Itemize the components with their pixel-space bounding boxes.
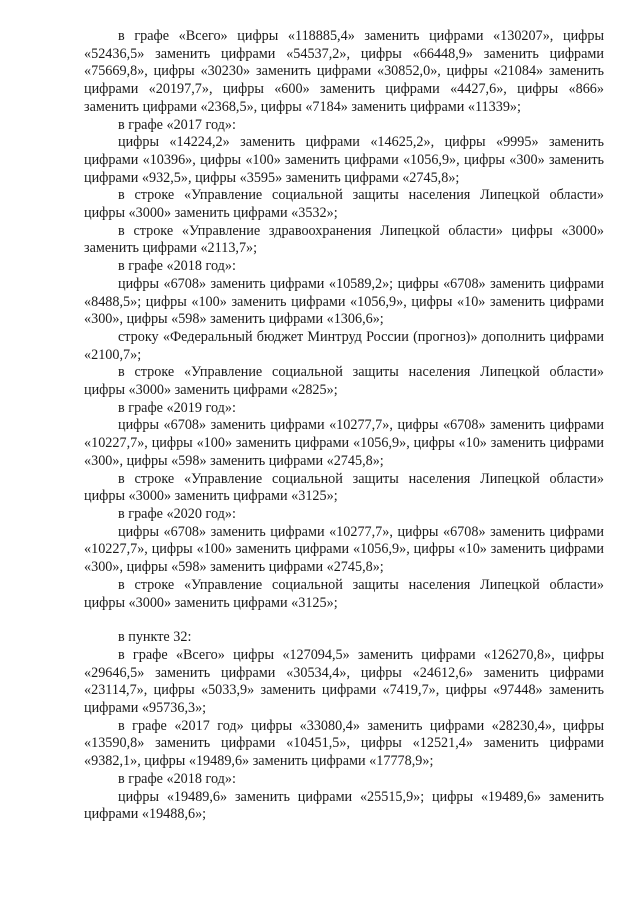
paragraph-2020-heading: в графе «2020 год»: [118,505,236,522]
paragraph-2019-changes: цифры «6708» заменить цифрами «10277,7», цифры «6708» заменить цифрами «10227,7», цифры «100» заменить цифрами «1056,9», цифры «10» заменить цифрами «300», цифры «598» заменить цифрами «2745,8»; [84,417,604,469]
paragraph-item-32-2018-heading: в графе «2018 год»: [118,770,236,787]
paragraph-2019-social-protection: в строке «Управление социальной защиты населения Липецкой области» цифры «3000» заменить цифрами «3125»; [84,470,604,505]
paragraph-2018-heading: в графе «2018 год»: [118,258,236,275]
paragraph-item-32-heading: в пункте 32: [118,629,192,646]
paragraph-2017-healthcare: в строке «Управление здравоохранения Липецкой области» цифры «3000» заменить цифрами «2113,7»; [84,222,604,257]
paragraph-item-32-total-changes: в графе «Всего» цифры «127094,5» заменить цифрами «126270,8», цифры «29646,5» заменить цифрами «30534,4», цифры «24612,6» заменить цифрами «23114,7», цифры «5033,9» заменить цифрами «7419,7», цифры «97448» заменить цифрами «95736,3»; [84,646,604,717]
paragraph-total-column-changes: в графе «Всего» цифры «118885,4» заменить цифрами «130207», цифры «52436,5» заменить цифрами «54537,2», цифры «66448,9» заменить цифрами «75669,8», цифры «30230» заменить цифрами «30852,0», цифры «21084» заменить цифрами «20197,7», цифры «600» заменить цифрами «4427,6», цифры «866» заменить цифрами «2368,5», цифры «7184» заменить цифрами «11339»; [84,28,604,115]
paragraph-2020-changes: цифры «6708» заменить цифрами «10277,7», цифры «6708» заменить цифрами «10227,7», цифры «100» заменить цифрами «1056,9», цифры «10» заменить цифрами «300», цифры «598» заменить цифрами «2745,8»; [84,523,604,576]
paragraph-2018-federal-budget: строку «Федеральный бюджет Минтруд России (прогноз)» дополнить цифрами «2100,7»; [84,328,604,363]
paragraph-2017-social-protection: в строке «Управление социальной защиты населения Липецкой области» цифры «3000» заменить цифрами «3532»; [84,187,604,222]
paragraph-item-32-2017-changes: в графе «2017 год» цифры «33080,4» заменить цифрами «28230,4», цифры «13590,8» заменить цифрами «10451,5», цифры «12521,4» заменить цифрами «9382,1», цифры «19489,6» заменить цифрами «17778,9»; [84,717,604,770]
paragraph-item-32-2018-changes: цифры «19489,6» заменить цифрами «25515,9»; цифры «19489,6» заменить цифрами «19488,6»; [84,788,604,823]
document-page [84,28,604,824]
paragraph-2019-heading: в графе «2019 год»: [118,399,236,416]
paragraph-2020-social-protection: в строке «Управление социальной защиты населения Липецкой области» цифры «3000» заменить цифрами «3125»; [84,576,604,611]
paragraph-2018-social-protection: в строке «Управление социальной защиты населения Липецкой области» цифры «3000» заменить цифрами «2825»; [84,364,604,399]
paragraph-2018-changes: цифры «6708» заменить цифрами «10589,2»; цифры «6708» заменить цифрами «8488,5»; цифры «100» заменить цифрами «1056,9», цифры «10» заменить цифрами «300», цифры «598» заменить цифрами «1306,6»; [84,275,604,328]
paragraph-2017-changes: цифры «14224,2» заменить цифрами «14625,2», цифры «9995» заменить цифрами «10396», цифры «100» заменить цифрами «1056,9», цифры «300» заменить цифрами «932,5», цифры «3595» заменить цифрами «2745,8»; [84,134,604,186]
paragraph-2017-heading: в графе «2017 год»: [118,116,236,133]
